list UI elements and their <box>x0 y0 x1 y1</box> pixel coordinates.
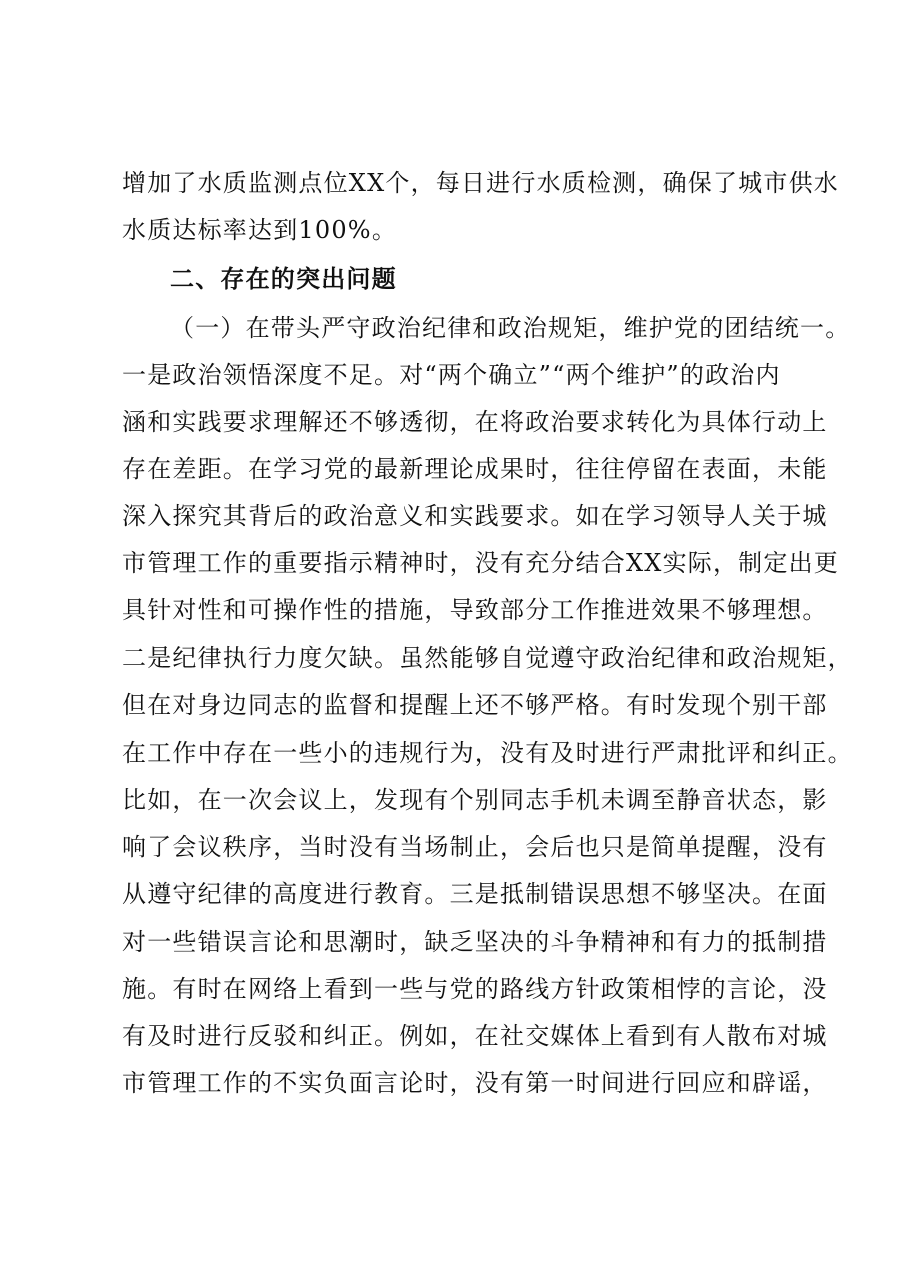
paragraph-line: 对一些错误言论和思潮时，缺乏坚决的斗争精神和有力的抵制措 <box>122 928 828 956</box>
section-heading: 二、存在的突出问题 <box>170 265 397 293</box>
paragraph-line: 存在差距。在学习党的最新理论成果时，往往停留在表面，未能 <box>122 455 828 483</box>
paragraph-line: 深入探究其背后的政治意义和实践要求。如在学习领导人关于城 <box>122 502 828 530</box>
paragraph-line: 有及时进行反驳和纠正。例如，在社交媒体上看到有人散布对城 <box>122 1022 828 1050</box>
paragraph-line: 增加了水质监测点位XX个，每日进行水质检测，确保了城市供水 <box>122 169 839 197</box>
paragraph-line: 从遵守纪律的高度进行教育。三是抵制错误思想不够坚决。在面 <box>122 880 828 908</box>
paragraph-line: 响了会议秩序，当时没有当场制止，会后也只是简单提醒，没有 <box>122 833 828 861</box>
paragraph-line: 水质达标率达到100%。 <box>122 216 398 244</box>
paragraph-line: 但在对身边同志的监督和提醒上还不够严格。有时发现个别干部 <box>122 691 828 719</box>
paragraph-line: 市管理工作的重要指示精神时，没有充分结合XX实际，制定出更 <box>122 549 839 577</box>
paragraph-line: 涵和实践要求理解还不够透彻，在将政治要求转化为具体行动上 <box>122 408 828 436</box>
paragraph-line: 施。有时在网络上看到一些与党的路线方针政策相悖的言论，没 <box>122 975 828 1003</box>
subsection-heading: （一）在带头严守政治纪律和政治规矩，维护党的团结统一。 <box>170 314 851 342</box>
paragraph-line: 具针对性和可操作性的措施，导致部分工作推进效果不够理想。 <box>122 596 828 624</box>
paragraph-line: 市管理工作的不实负面言论时，没有第一时间进行回应和辟谣， <box>122 1069 828 1097</box>
paragraph-line: 比如，在一次会议上，发现有个别同志手机未调至静音状态，影 <box>122 786 828 814</box>
paragraph-line: 二是纪律执行力度欠缺。虽然能够自觉遵守政治纪律和政治规矩， <box>122 644 853 672</box>
paragraph-line: 在工作中存在一些小的违规行为，没有及时进行严肃批评和纠正。 <box>122 739 853 767</box>
paragraph-line: 一是政治领悟深度不足。对“两个确立”“两个维护”的政治内 <box>122 361 781 389</box>
